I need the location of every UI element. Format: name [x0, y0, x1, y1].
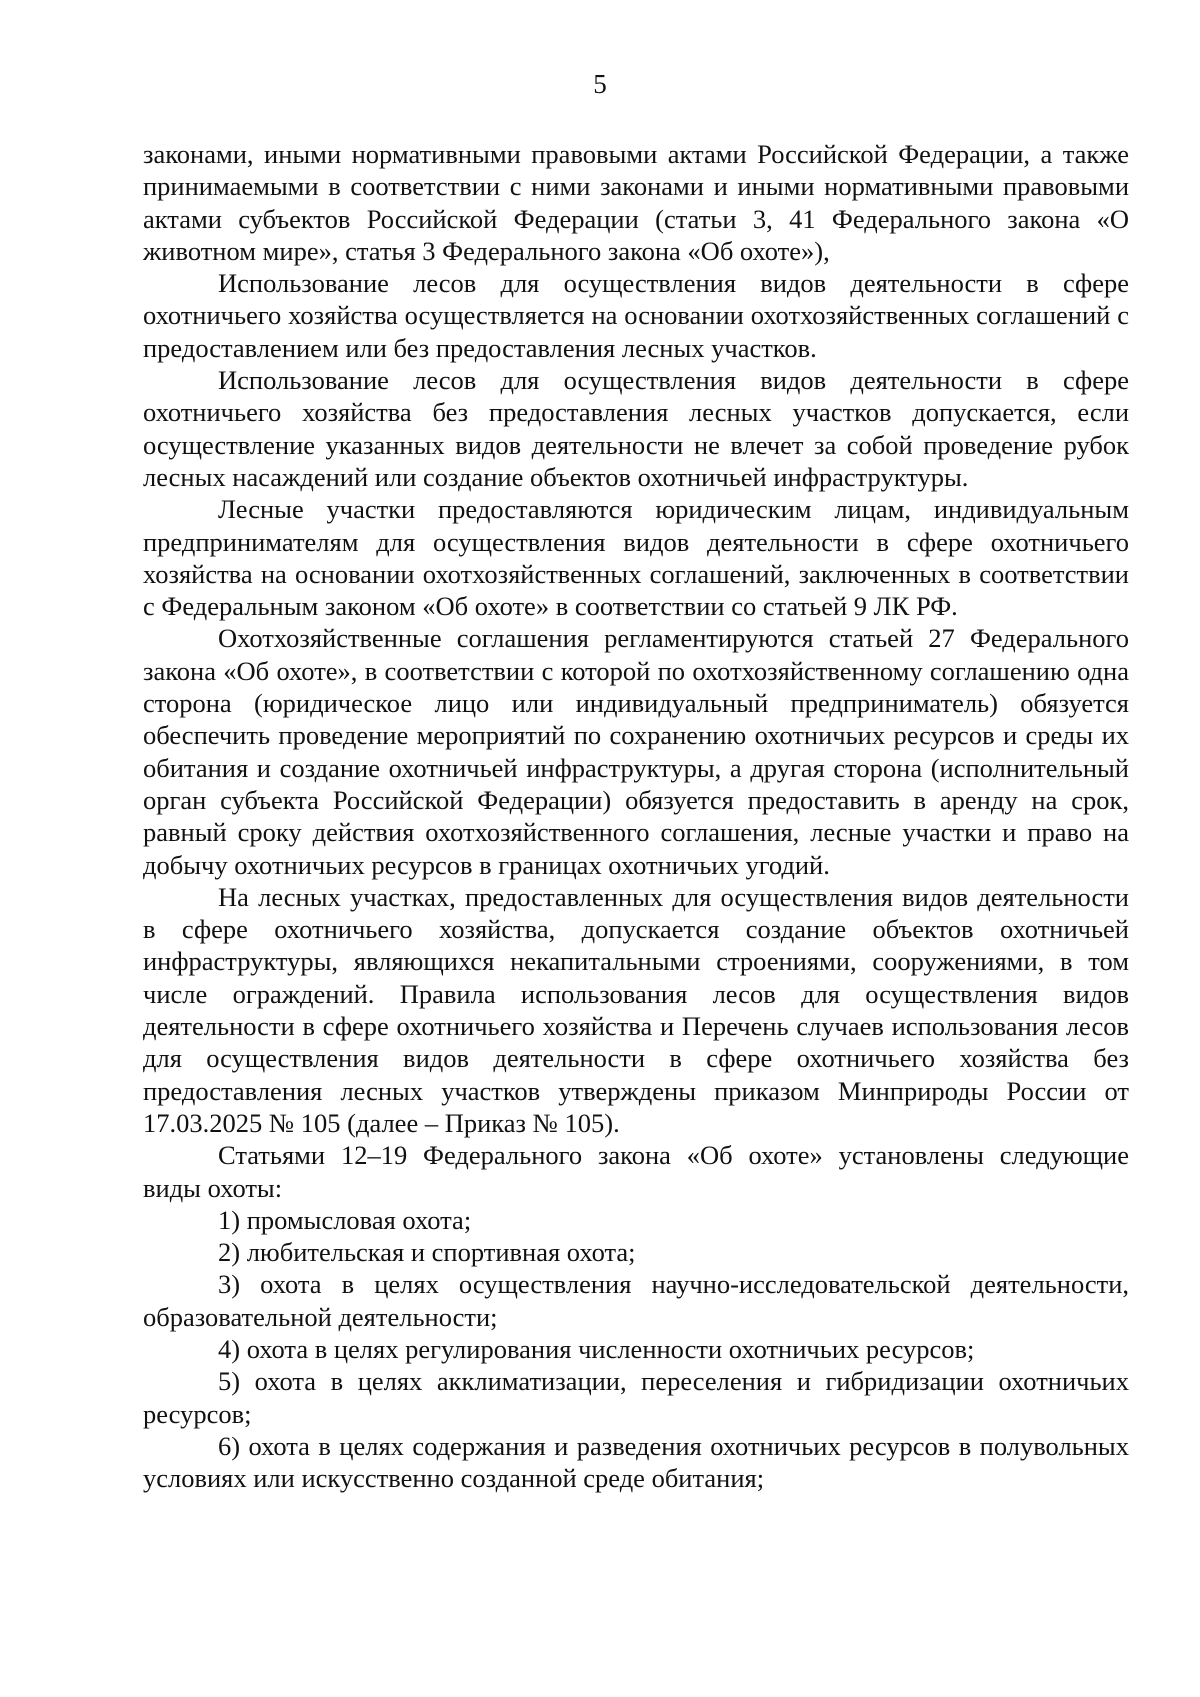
paragraph: 4) охота в целях регулирования численности охотничьих ресурсов;	[218, 1333, 975, 1364]
paragraph: На лесных участках, предоставленных для осуществления видов деятельности в сфере охотничьего хозяйства, допускается создание объектов охотничьей инфраструктуры, являющихся некапитальными строениями, сооружениями, в том числе ограждений. Правила использования лесов для осуществления видов деятельности в сфере охотничьего хозяйства и Перечень случаев использования лесов для осуществления видов деятельности в сфере охотничьего хозяйства без предоставления лесных участков утверждены приказом Минприроды России от 17.03.2025 № 105 (далее – Приказ № 105).	[143, 881, 1129, 1138]
paragraph: Использование лесов для осуществления видов деятельности в сфере охотничьего хозяйства без предоставления лесных участков допускается, если осуществление указанных видов деятельности не влечет за собой проведение рубок лесных насаждений или создание объектов охотничьей инфраструктуры.	[143, 365, 1129, 492]
paragraph: Охотхозяйственные соглашения регламентируются статьей 27 Федерального закона «Об охоте», в соответствии с которой по охотхозяйственному соглашению одна сторона (юридическое лицо или индивидуальный предприниматель) обязуется обеспечить проведение мероприятий по сохранению охотничьих ресурсов и среды их обитания и создание охотничьей инфраструктуры, а другая сторона (исполнительный орган субъекта Российской Федерации) обязуется предоставить в аренду на срок, равный сроку действия охотхозяйственного соглашения, лесные участки и право на добычу охотничьих ресурсов в границах охотничьих угодий.	[143, 623, 1129, 880]
paragraph: законами, иными нормативными правовыми актами Российской Федерации, а также принимаемыми в соответствии с ними законами и иными нормативными правовыми актами субъектов Российской Федерации (статьи 3, 41 Федерального закона «О животном мире», статья 3 Федерального закона «Об охоте»),	[143, 139, 1129, 266]
paragraph: Использование лесов для осуществления видов деятельности в сфере охотничьего хозяйства осуществляется на основании охотхозяйственных соглашений с предоставлением или без предоставления лесных участков.	[143, 268, 1129, 363]
paragraph: 2) любительская и спортивная охота;	[218, 1237, 636, 1268]
paragraph: Статьями 12–19 Федерального закона «Об охоте» установлены следующие виды охоты:	[143, 1140, 1129, 1203]
paragraph: 1) промысловая охота;	[218, 1204, 472, 1235]
paragraph: 6) охота в целях содержания и разведения охотничьих ресурсов в полувольных условиях или искусственно созданной среде обитания;	[143, 1430, 1129, 1494]
paragraph: 3) охота в целях осуществления научно-исследовательской деятельности, образовательной деятельности;	[143, 1269, 1129, 1332]
paragraph: 5) охота в целях акклиматизации, переселения и гибридизации охотничьих ресурсов;	[143, 1366, 1129, 1429]
body-text	[143, 138, 1129, 1494]
paragraph: Лесные участки предоставляются юридическим лицам, индивидуальным предпринимателям для осуществления видов деятельности в сфере охотничьего хозяйства на основании охотхозяйственных соглашений, заключенных в соответствии с Федеральным законом «Об охоте» в соответствии со статьей 9 ЛК РФ.	[143, 494, 1129, 622]
page-number: 5	[593, 69, 607, 99]
